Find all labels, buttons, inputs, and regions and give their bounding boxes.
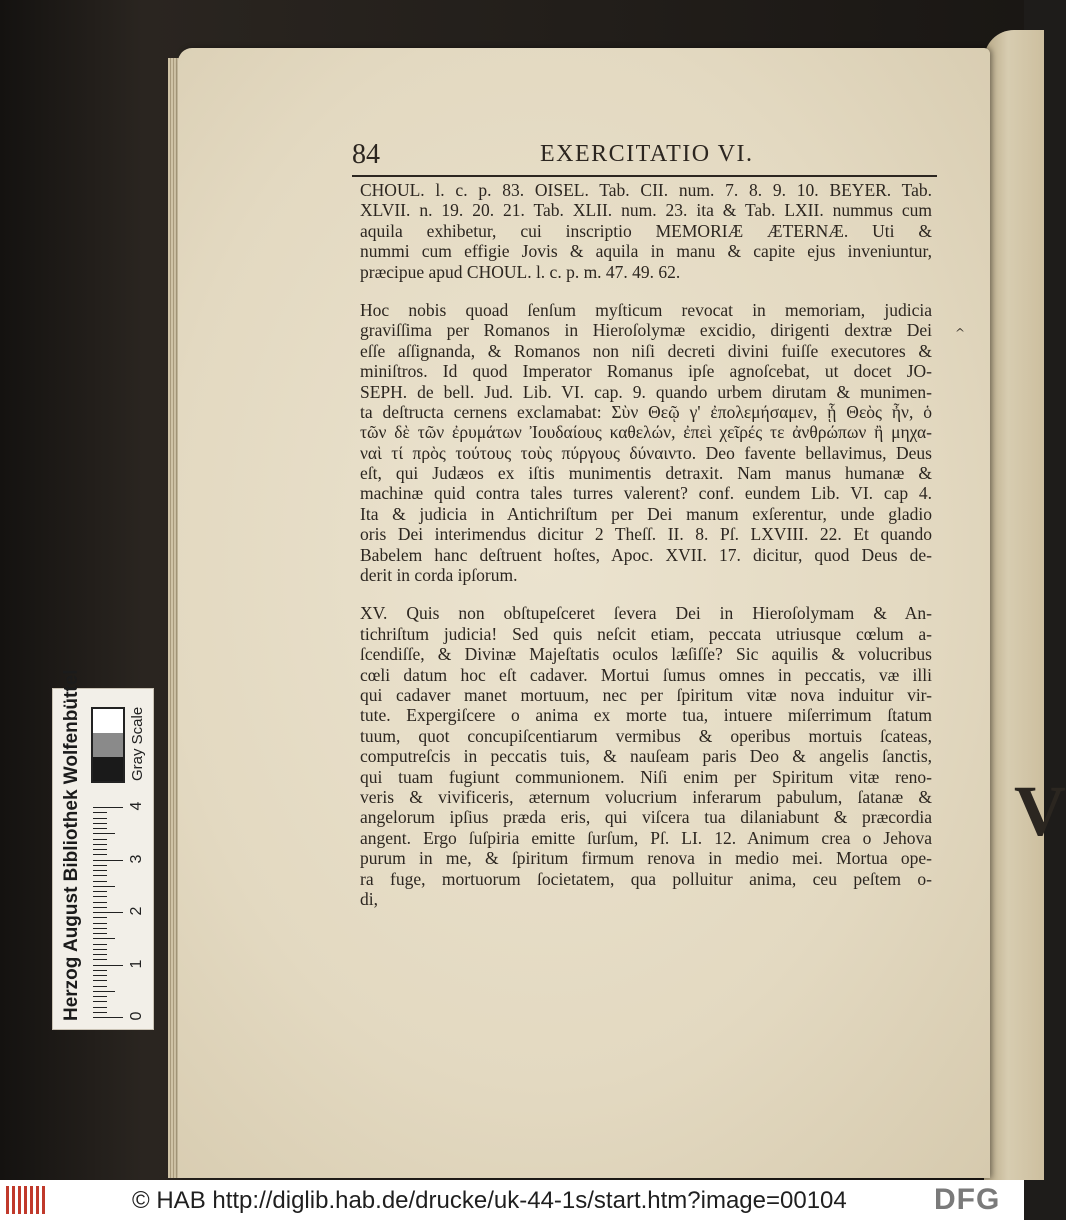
ruler-tick [93, 849, 107, 850]
ruler-tick [93, 907, 107, 908]
text-line: cœli datum hoc eſt cadaver. Mortui ſumus omnes in peccatis, væ illi [360, 664, 932, 685]
margin-mark: ^ [955, 326, 966, 340]
ruler-tick [93, 938, 115, 939]
footer-bar [0, 1180, 1024, 1220]
facing-page-edge [984, 30, 1044, 1180]
text-line: derit in corda ipſorum. [360, 565, 518, 586]
ruler-tick [93, 860, 123, 861]
ruler-tick [93, 928, 107, 929]
text-line: purum in me, & ſpiritum firmum renova in medio mei. Mortua ope- [360, 848, 932, 869]
ruler-tick [93, 823, 107, 824]
ruler-tick [93, 970, 107, 971]
ruler-tick [93, 954, 107, 955]
ruler-number: 0 [128, 1011, 145, 1021]
text-line: tichriſtum judicia! Sed quis neſcit etiam, peccata utriusque cœlum a- [360, 623, 932, 644]
header-rule [352, 175, 937, 177]
ruler-tick [93, 870, 107, 871]
ruler-tick [93, 839, 107, 840]
text-line: Hoc nobis quoad ſenſum myſticum revocat in memoriam, judicia [360, 299, 932, 320]
text-line: computreſcis in peccatis tuis, & nauſeam paris Deo & angelis ſanctis, [360, 746, 932, 767]
ruler-tick [93, 844, 107, 845]
paragraph-gap [360, 282, 932, 300]
ruler-tick [93, 807, 123, 808]
gray-patch [93, 709, 123, 733]
ruler-tick [93, 980, 107, 981]
gray-scale-label: Gray Scale [129, 706, 146, 782]
text-line: τῶν δὲ τῶν ἐρυμάτων Ἰουδαίους καθελών, ἐπεὶ χεῖρές τε ἀνθρώπων ἢ μηχα- [360, 422, 932, 443]
ruler-number: 1 [128, 959, 145, 968]
text-line: ra fuge, mortuorum ſocietatem, qua polluitur anima, ceu peſtem o- [360, 868, 932, 889]
body-text [360, 180, 932, 909]
ruler-tick [93, 949, 107, 950]
ruler-tick [93, 991, 115, 992]
text-line: nummi cum effigie Jovis & aquila in manu & capite ejus inveniuntur, [360, 241, 932, 262]
ruler-tick [93, 933, 107, 934]
ruler-tick [93, 875, 107, 876]
ruler [93, 799, 149, 1024]
text-line: XLVII. n. 19. 20. 21. Tab. XLII. num. 23. ita & Tab. LXII. nummus cum [360, 200, 932, 221]
text-line: XV. Quis non obſtupeſceret ſevera Dei in Hieroſolymam & An- [360, 603, 932, 624]
text-line: tuum, quot concupiſcentiarum vermibus & operibus mortuis ſcateas, [360, 725, 932, 746]
ruler-tick [93, 923, 107, 924]
text-line: eſt, qui Judæos ex iſtis munimentis detraxit. Nam manus humanæ & [360, 463, 932, 484]
text-line: ναὶ τί πρὸς τούτους τοὺς πύργους δύναιντο. Deo favente bellavimus, Deus [360, 442, 932, 463]
ruler-tick [93, 965, 123, 966]
gray-scale-patches [91, 707, 125, 783]
text-line: angelorum ipſius præda eris, qui viſcera tua dilaniabunt & præcordia [360, 807, 932, 828]
text-line: ſcendiſſe, & Divinæ Majeſtatis oculos læſiſſe? Sic aquilis & volucribus [360, 644, 932, 665]
ruler-tick [93, 828, 107, 829]
gray-patch [93, 757, 123, 781]
text-line: SEPH. de bell. Jud. Lib. VI. cap. 9. quando urbem dirutam & munimen- [360, 381, 932, 402]
text-line: miniſtros. Id quod Imperator Romanus ipſe agnoſcebat, ut docet JO- [360, 361, 932, 382]
ruler-tick [93, 975, 107, 976]
facing-page-glyph: V [1014, 771, 1066, 851]
text-line: Babelem hanc deſtruent hoſtes, Apoc. XVII. 17. dicitur, quod Deus de- [360, 544, 932, 565]
ruler-tick [93, 886, 115, 887]
ruler-tick [93, 996, 107, 997]
ruler-number: 2 [128, 906, 145, 916]
ruler-tick [93, 854, 107, 855]
text-line: oris Dei interimendus dicitur 2 Theſſ. II. 8. Pſ. LXVIII. 22. Et quando [360, 524, 932, 545]
ruler-tick [93, 818, 107, 819]
ruler-tick [93, 865, 107, 866]
ruler-number: 3 [128, 854, 145, 863]
gray-patch [93, 733, 123, 757]
text-line: angent. Ergo ſuſpiria emitte ſurſum, Pſ. LI. 12. Animum crea o Jehova [360, 827, 932, 848]
page-header [352, 137, 962, 177]
running-head: EXERCITATIO VI. [540, 141, 754, 167]
ruler-tick [93, 902, 107, 903]
text-line: qui cadaver manet mortuum, nec per ſpiritum vitæ nova induitur vir- [360, 684, 932, 705]
text-line: graviſſima per Romanos in Hieroſolymæ excidio, dirigenti dextræ Dei [360, 320, 932, 341]
ruler-tick [93, 912, 123, 913]
ruler-number: 4 [128, 801, 145, 811]
text-line: Ita & judicia in Antichriſtum per Dei manum exſerentur, unde gladio [360, 503, 932, 524]
card-institution-label: Herzog August Bibliothek Wolfenbüttel [61, 669, 82, 1021]
text-line: veris & vivificeris, æternum volucrium inferarum pabulum, ſatanæ & [360, 786, 932, 807]
text-line: eſſe aſſignanda, & Romanos non niſi decreti divini fuiſſe executores & [360, 340, 932, 361]
ruler-tick [93, 917, 107, 918]
ruler-tick [93, 1001, 107, 1002]
text-line: CHOUL. l. c. p. 83. OISEL. Tab. CII. num. 7. 8. 9. 10. BEYER. Tab. [360, 180, 932, 200]
text-line: tute. Expergiſcere o anima ex morte tua, intuere miſerrimum ſtatum [360, 705, 932, 726]
footer-credit-link[interactable]: © HAB http://diglib.hab.de/drucke/uk-44-1s/start.htm?image=00104 [132, 1187, 847, 1214]
ruler-tick [93, 812, 107, 813]
ruler-tick [93, 986, 107, 987]
ruler-tick [93, 891, 107, 892]
ruler-tick [93, 833, 115, 834]
ruler-tick [93, 944, 107, 945]
hab-logo-icon [6, 1186, 48, 1214]
dfg-logo: DFG [934, 1183, 1001, 1216]
ruler-tick [93, 1007, 107, 1008]
text-line: machinæ quid contra tales turres valerent? conf. eundem Lib. VI. cap 4. [360, 483, 932, 504]
ruler-tick [93, 881, 107, 882]
ruler-tick [93, 959, 107, 960]
page-number: 84 [352, 139, 380, 170]
text-line: præcipue apud CHOUL. l. c. p. m. 47. 49. 62. [360, 261, 681, 282]
text-line: qui tuam fugiunt communionem. Niſi enim per Spiritum vitæ reno- [360, 766, 932, 787]
ruler-tick [93, 896, 107, 897]
text-line: ta deſtructa cernens exclamabat: Σὺν Θεῷ γ' ἐπολεμήσαμεν, ᾗ Θεὸς ἦν, ὁ [360, 401, 932, 422]
text-line: di, [360, 888, 378, 909]
text-line: aquila exhibetur, cui inscriptio MEMORIÆ ÆTERNÆ. Uti & [360, 220, 932, 241]
ruler-tick [93, 1017, 123, 1018]
color-calibration-card [52, 669, 154, 1030]
paragraph-gap [360, 585, 932, 603]
ruler-tick [93, 1012, 107, 1013]
